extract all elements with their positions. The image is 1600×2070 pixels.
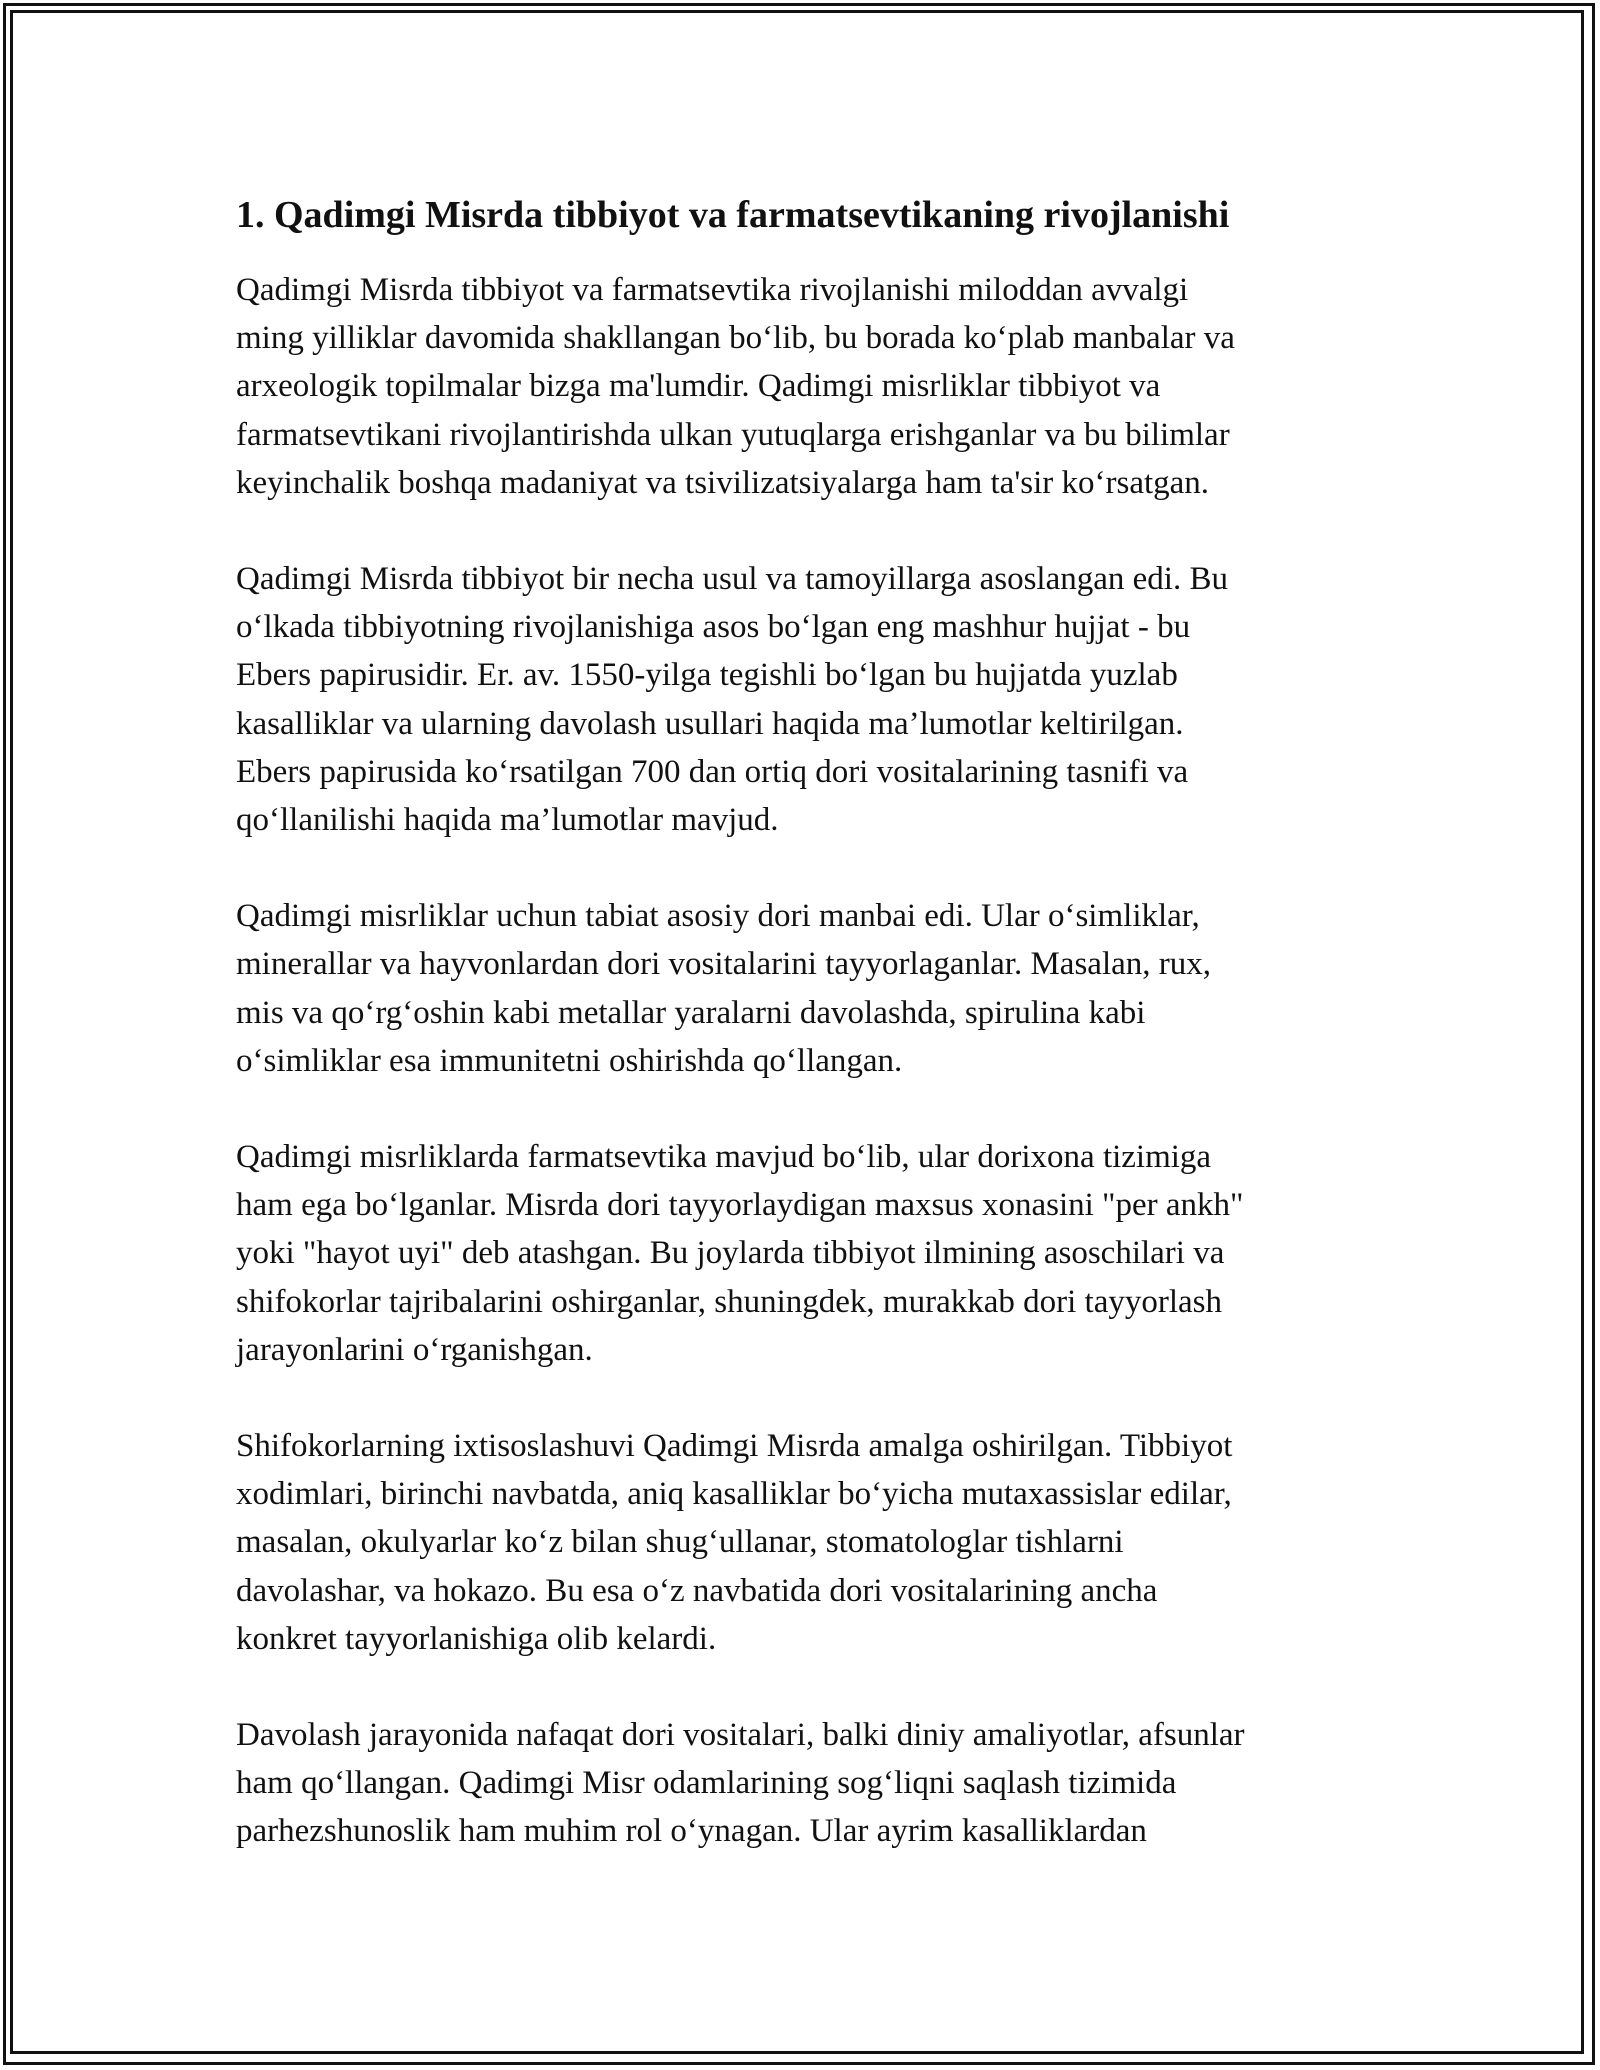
text-line: yoki "hayot uyi" deb atashgan. Bu joylarda tibbiyot ilmining asoschilari va [236, 1235, 1225, 1272]
text-line: o‘simliklar esa immunitetni oshirishda qo‘llangan. [236, 1042, 903, 1079]
text-line: arxeologik topilmalar bizga ma'lumdir. Qadimgi misrliklar tibbiyot va [236, 368, 1161, 405]
paragraph-treatment-process [236, 1711, 1366, 1856]
paragraph-specialization [236, 1422, 1366, 1663]
text-line: Ebers papirusidir. Er. av. 1550-yilga tegishli bo‘lgan bu hujjatda yuzlab [236, 657, 1178, 694]
text-line: ham ega bo‘lganlar. Misrda dori tayyorlaydigan maxsus xonasini "per ankh" [236, 1187, 1244, 1224]
text-line: farmatsevtikani rivojlantirishda ulkan yutuqlarga erishganlar va bu bilimlar [236, 416, 1230, 453]
paragraph-pharmacy-system [236, 1133, 1366, 1374]
text-line: konkret tayyorlanishiga olib kelardi. [236, 1620, 717, 1657]
text-line: minerallar va hayvonlardan dori vositalarini tayyorlaganlar. Masalan, rux, [236, 946, 1211, 983]
text-line: mis va qo‘rg‘oshin kabi metallar yaralarni davolashda, spirulina kabi [236, 994, 1146, 1031]
paragraph-intro [236, 266, 1366, 507]
paragraph-nature-sources [236, 892, 1366, 1085]
text-line: jarayonlarini o‘rganishgan. [236, 1331, 593, 1368]
text-line: davolashar, va hokazo. Bu esa o‘z navbatida dori vositalarining ancha [236, 1572, 1158, 1609]
paragraph-ebers-papyrus [236, 555, 1366, 844]
text-line: Qadimgi Misrda tibbiyot va farmatsevtika rivojlanishi miloddan avvalgi [236, 272, 1189, 308]
text-line: kasalliklar va ularning davolash usullari haqida ma’lumotlar keltirilgan. [236, 705, 1184, 742]
text-line: ham qo‘llangan. Qadimgi Misr odamlarining sog‘liqni saqlash tizimida [236, 1765, 1177, 1802]
text-line: Qadimgi misrliklar uchun tabiat asosiy dori manbai edi. Ular o‘simliklar, [236, 898, 1200, 935]
text-line: masalan, okulyarlar ko‘z bilan shug‘ullanar, stomatologlar tishlarni [236, 1524, 1124, 1561]
text-line: Qadimgi Misrda tibbiyot bir necha usul va tamoyillarga asoslangan edi. Bu [236, 561, 1228, 598]
text-line: Shifokorlarning ixtisoslashuvi Qadimgi Misrda amalga oshirilgan. Tibbiyot [236, 1428, 1233, 1465]
text-line: shifokorlar tajribalarini oshirganlar, shuningdek, murakkab dori tayyorlash [236, 1283, 1222, 1320]
text-line: parhezshunoslik ham muhim rol o‘ynagan. Ular ayrim kasalliklardan [236, 1813, 1147, 1850]
text-line: xodimlari, birinchi navbatda, aniq kasalliklar bo‘yicha mutaxassislar edilar, [236, 1476, 1232, 1513]
text-line: Davolash jarayonida nafaqat dori vositalari, balki diniy amaliyotlar, afsunlar [236, 1717, 1245, 1754]
text-line: Ebers papirusida ko‘rsatilgan 700 dan ortiq dori vositalarining tasnifi va [236, 753, 1189, 790]
text-line: keyinchalik boshqa madaniyat va tsivilizatsiyalarga ham ta'sir ko‘rsatgan. [236, 464, 1210, 501]
text-line: Qadimgi misrliklarda farmatsevtika mavjud bo‘lib, ular dorixona tizimiga [236, 1139, 1212, 1176]
text-line: ming yilliklar davomida shakllangan bo‘lib, bu borada ko‘plab manbalar va [236, 320, 1235, 357]
document-body [236, 186, 1366, 1904]
text-line: o‘lkada tibbiyotning rivojlanishiga asos bo‘lgan eng mashhur hujjat - bu [236, 609, 1191, 646]
section-heading: 1. Qadimgi Misrda tibbiyot va farmatsevtikaning rivojlanishi [236, 194, 1230, 236]
text-line: qo‘llanilishi haqida ma’lumotlar mavjud. [236, 802, 779, 839]
